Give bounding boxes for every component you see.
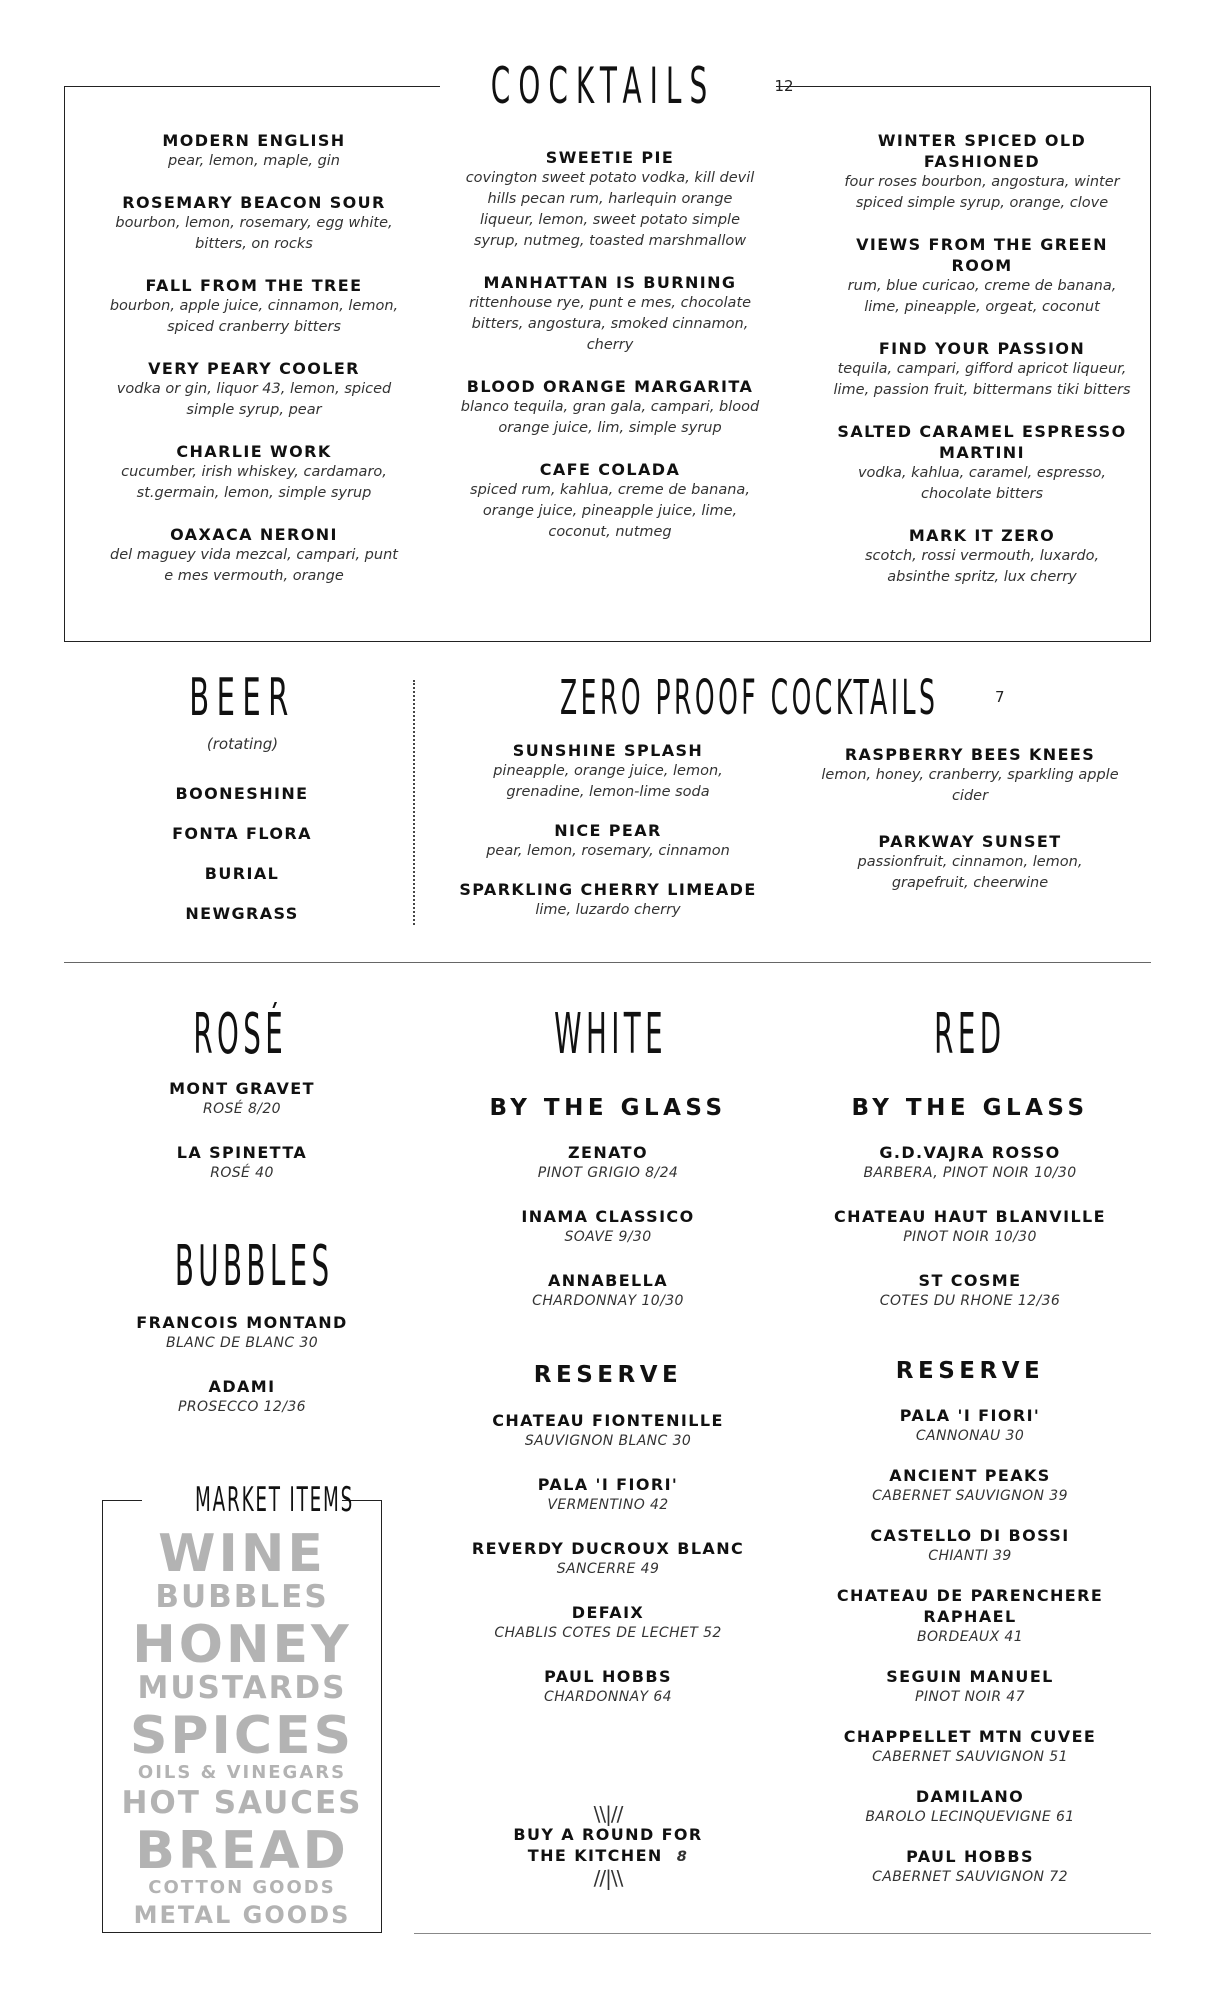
menu-item-name: PALA 'I FIORI' [899,1406,1041,1425]
market-items-title: MARKET ITEMS [195,1480,355,1520]
menu-item-name: VIEWS FROM THE GREEN ROOM [856,235,1108,275]
burst-bottom-icon: //|\\ [593,1866,623,1890]
menu-item-name: PARKWAY SUNSET [878,832,1062,851]
menu-item-description: bourbon, apple juice, cinnamon, lemon, spiced cranberry bitters [109,298,399,335]
menu-item-description: BLANC DE BLANC 30 [165,1335,319,1351]
menu-item-name: RASPBERRY BEES KNEES [844,745,1096,764]
menu-item-name: OAXACA NERONI [170,525,338,544]
market-items-word-cloud [104,1524,380,1933]
white-title: WHITE [554,1002,667,1067]
menu-item-name: SWEETIE PIE [545,148,675,167]
menu-item-name: CHATEAU DE PARENCHERE RAPHAEL [836,1586,1104,1626]
menu-item-description: vodka, kahlua, caramel, espresso, chocolate bitters [857,465,1107,502]
menu-item-name: G.D.VAJRA ROSSO [879,1143,1061,1162]
menu-item-name: SALTED CARAMEL ESPRESSO MARTINI [837,422,1127,462]
menu-item-description: VERMENTINO 42 [547,1497,669,1513]
menu-item-description: blanco tequila, gran gala, campari, blood orange juice, lim, simple syrup [460,399,760,436]
menu-item [104,524,404,587]
menu-item-name: INAMA CLASSICO [521,1207,695,1226]
menu-item [832,525,1132,588]
menu-item-name: MONT GRAVET [169,1079,315,1098]
menu-item-description: CABERNET SAUVIGNON 39 [872,1488,1068,1504]
menu-item-description: BORDEAUX 41 [916,1629,1024,1645]
menu-item [800,1142,1140,1184]
menu-item-description: rum, blue curicao, creme de banana, lime, pineapple, orgeat, coconut [847,278,1117,315]
section-divider [64,962,1151,963]
white-by-the-glass-list [438,1142,778,1334]
menu-item [820,831,1120,894]
menu-item [104,441,404,504]
menu-item [460,272,760,356]
menu-item-name: NICE PEAR [554,821,662,840]
menu-item-description: bourbon, lemon, rosemary, egg white, bitters, on rocks [115,215,393,252]
menu-item [72,1312,412,1354]
beer-item: BOONESHINE [175,784,309,803]
zero-proof-header [560,668,1040,728]
menu-item-name: SUNSHINE SPLASH [512,741,704,760]
menu-item [800,1465,1140,1507]
red-header [870,1002,1070,1067]
menu-item-description: SANCERRE 49 [556,1561,660,1577]
menu-item-description: lime, luzardo cherry [535,902,681,918]
market-item-word: OILS & VINEGARS [137,1762,347,1783]
menu-item-description: COTES DU RHONE 12/36 [879,1293,1061,1309]
menu-item-description: rittenhouse rye, punt e mes, chocolate bitters, angostura, smoked cinnamon, cherry [468,295,752,353]
kitchen-line-2 [478,1845,738,1868]
market-item-word: HONEY [132,1615,352,1675]
cocktails-column-1 [104,130,404,607]
market-items-header [142,1476,355,1524]
menu-item-name: DAMILANO [915,1787,1025,1806]
market-item-word: BUBBLES [155,1579,329,1615]
menu-item [800,1726,1140,1768]
red-title: RED [934,1002,1006,1067]
menu-item-description: PINOT NOIR 10/30 [903,1229,1037,1245]
menu-item [438,1538,778,1580]
kitchen-line-2-text: THE KITCHEN [527,1846,663,1865]
menu-item-description: CHABLIS COTES DE LECHET 52 [494,1625,722,1641]
bubbles-title: BUBBLES [174,1234,334,1299]
rose-title: ROSÉ [193,1002,287,1067]
market-item-word: METAL GOODS [133,1901,351,1929]
market-item-word: SPICES [129,1706,355,1766]
menu-item-description: CANNONAU 30 [915,1428,1025,1444]
menu-item-name: ROSEMARY BEACON SOUR [122,193,386,212]
menu-item-name: REVERDY DUCROUX BLANC [471,1539,745,1558]
menu-item-description: cucumber, irish whiskey, cardamaro, st.germain, lemon, simple syrup [121,464,387,501]
menu-item-description: pear, lemon, maple, gin [167,153,341,169]
menu-item-description: scotch, rossi vermouth, luxardo, absinthe spritz, lux cherry [864,548,1100,585]
menu-item-description: CABERNET SAUVIGNON 51 [872,1749,1068,1765]
cocktails-column-2 [460,147,760,563]
menu-item-name: BLOOD ORANGE MARGARITA [466,377,754,396]
menu-item-description: CABERNET SAUVIGNON 72 [872,1869,1068,1885]
kitchen-price: 8 [676,1849,689,1865]
menu-item [72,1142,412,1184]
market-item-word: COTTON GOODS [148,1877,336,1898]
menu-item [438,1206,778,1248]
rose-list [72,1078,412,1206]
market-item-word: WINE [158,1524,326,1584]
menu-item-name: MANHATTAN IS BURNING [483,273,737,292]
beer-item: BURIAL [204,864,280,883]
menu-item-description: SOAVE 9/30 [564,1229,652,1245]
menu-item-description: ROSÉ 8/20 [203,1101,281,1117]
menu-item-description: PROSECCO 12/36 [178,1399,306,1415]
menu-item [104,192,404,255]
menu-item-name: CASTELLO DI BOSSI [870,1526,1070,1545]
beer-item: NEWGRASS [185,904,299,923]
menu-item [458,740,758,803]
menu-item [800,1405,1140,1447]
red-reserve-list [800,1405,1140,1906]
buy-a-round-for-kitchen [478,1804,738,1888]
menu-item [104,358,404,421]
menu-item-description: del maguey vida mezcal, campari, punt e mes vermouth, orange [110,547,398,584]
menu-item-description: PINOT NOIR 47 [915,1689,1025,1705]
menu-item-description: covington sweet potato vodka, kill devil hills pecan rum, harlequin orange liqueur, lemon, sweet potato simple syrup, nutmeg, toasted marshmallow [465,170,755,249]
menu-item [800,1585,1140,1648]
menu-item-name: FIND YOUR PASSION [878,339,1086,358]
menu-item-name: CHATEAU FIONTENILLE [492,1411,724,1430]
menu-item [800,1786,1140,1828]
menu-item [832,338,1132,401]
menu-item-description: ROSÉ 40 [210,1165,274,1181]
white-header [508,1002,708,1067]
menu-item [438,1142,778,1184]
white-reserve-list [438,1410,778,1730]
market-item-word: HOT SAUCES [121,1785,363,1821]
menu-item-name: PAUL HOBBS [906,1847,1034,1866]
cocktails-header [440,57,794,115]
rose-header [140,1002,340,1067]
menu-item-name: ST COSME [918,1271,1022,1290]
menu-item-name: VERY PEARY COOLER [148,359,360,378]
menu-item-name: CHATEAU HAUT BLANVILLE [834,1207,1106,1226]
menu-item [458,820,758,862]
menu-item-description: vodka or gin, liquor 43, lemon, spiced simple syrup, pear [116,381,392,418]
menu-item [104,275,404,338]
menu-item [72,1078,412,1120]
menu-item [800,1525,1140,1567]
menu-item-description: spiced rum, kahlua, creme de banana, orange juice, pineapple juice, lime, coconut, nutmeg [470,482,750,540]
menu-item [832,421,1132,505]
market-item-word: MUSTARDS [137,1670,347,1706]
beer-divider [413,680,415,925]
menu-item [438,1602,778,1644]
menu-item [800,1270,1140,1312]
white-by-the-glass-heading: BY THE GLASS [489,1095,727,1121]
menu-item-description: lemon, honey, cranberry, sparkling apple cider [821,767,1119,804]
zero-proof-title: ZERO PROOF COCKTAILS [560,670,939,726]
zero-proof-column-1 [458,740,758,938]
menu-item-description: pear, lemon, rosemary, cinnamon [486,843,730,859]
menu-item-description: pineapple, orange juice, lemon, grenadine, lemon-lime soda [493,763,723,800]
menu-item [832,234,1132,318]
menu-item-description: BAROLO LECINQUEVIGNE 61 [865,1809,1075,1825]
menu-item-description: SAUVIGNON BLANC 30 [524,1433,692,1449]
menu-item [438,1666,778,1708]
menu-item [800,1206,1140,1248]
menu-item-name: SPARKLING CHERRY LIMEADE [459,880,757,899]
menu-item-name: ZENATO [568,1143,648,1162]
burst-top-icon: \\|// [593,1802,623,1826]
menu-item-name: CHAPPELLET MTN CUVEE [843,1727,1097,1746]
menu-item-name: MARK IT ZERO [908,526,1056,545]
menu-item [832,130,1132,214]
bubbles-list [72,1312,412,1440]
menu-item [460,376,760,439]
menu-item [458,879,758,921]
beer-list [142,783,342,943]
beer-item: FONTA FLORA [172,824,312,843]
menu-item-description: passionfruit, cinnamon, lemon, grapefruit, cheerwine [857,854,1083,891]
kitchen-line-1: BUY A ROUND FOR [513,1825,703,1844]
market-item-word: BREAD [135,1821,349,1881]
white-reserve-heading: RESERVE [533,1362,683,1388]
menu-item-description: BARBERA, PINOT NOIR 10/30 [863,1165,1077,1181]
menu-item [72,1376,412,1418]
bubbles-header [110,1234,370,1299]
menu-item [104,130,404,172]
menu-item-name: PAUL HOBBS [544,1667,672,1686]
menu-item-description: CHARDONNAY 64 [544,1689,672,1705]
cocktails-price: 12 [774,77,794,95]
menu-item-name: PALA 'I FIORI' [537,1475,679,1494]
menu-item-name: ADAMI [208,1377,276,1396]
menu-item-name: CHARLIE WORK [176,442,332,461]
zero-proof-price: 7 [995,688,1005,706]
zero-proof-column-2 [820,744,1120,918]
cocktails-title: COCKTAILS [491,57,716,115]
menu-item-name: FALL FROM THE TREE [145,276,363,295]
menu-item-name: ANNABELLA [547,1271,669,1290]
menu-item [438,1410,778,1452]
menu-item-description: four roses bourbon, angostura, winter spiced simple syrup, orange, clove [844,174,1120,211]
menu-item-name: ANCIENT PEAKS [889,1466,1051,1485]
menu-item [820,744,1120,807]
menu-item [438,1474,778,1516]
beer-title: BEER [189,668,296,728]
menu-item-name: DEFAIX [571,1603,645,1622]
menu-item [460,147,760,252]
menu-item [438,1270,778,1312]
bottom-divider [414,1933,1151,1934]
menu-item [460,459,760,543]
cocktails-column-3 [832,130,1132,608]
menu-item [800,1666,1140,1708]
menu-item-name: FRANCOIS MONTAND [136,1313,348,1332]
menu-item-description: PINOT GRIGIO 8/24 [537,1165,679,1181]
red-reserve-heading: RESERVE [895,1358,1045,1384]
menu-item-name: CAFE COLADA [539,460,681,479]
red-by-the-glass-heading: BY THE GLASS [851,1095,1089,1121]
menu-item-name: MODERN ENGLISH [162,131,346,150]
menu-item-description: CHARDONNAY 10/30 [532,1293,684,1309]
menu-item-name: WINTER SPICED OLD FASHIONED [877,131,1087,171]
beer-note: (rotating) [206,735,279,753]
menu-item-description: tequila, campari, gifford apricot liqueur, lime, passion fruit, bittermans tiki bitters [833,361,1131,398]
menu-item-name: LA SPINETTA [176,1143,308,1162]
menu-item [800,1846,1140,1888]
menu-item-description: CHIANTI 39 [928,1548,1012,1564]
menu-item-name: SEGUIN MANUEL [886,1667,1054,1686]
red-by-the-glass-list [800,1142,1140,1334]
